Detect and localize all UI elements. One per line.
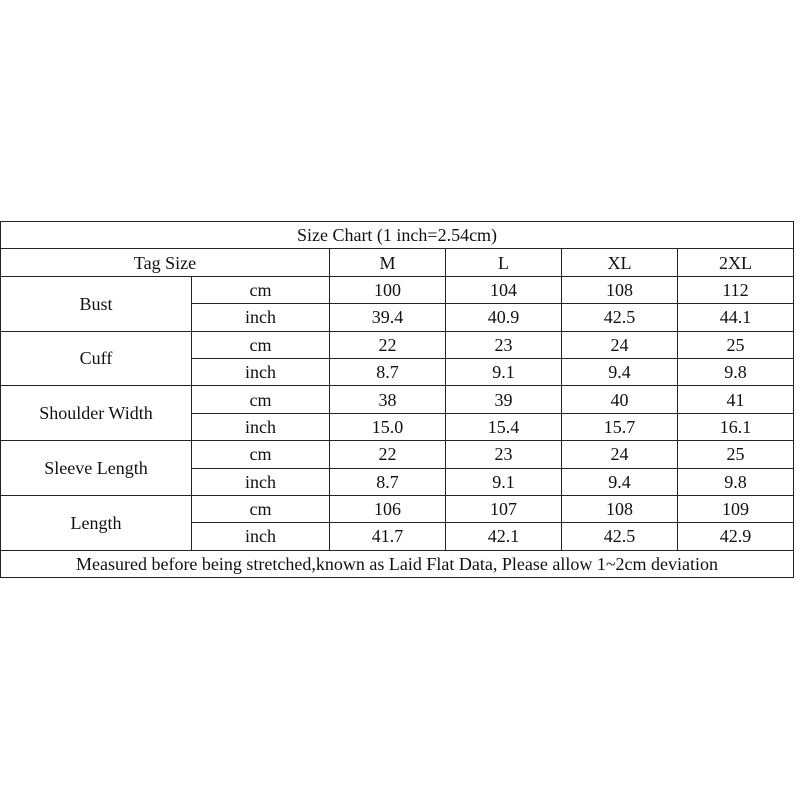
value-cell: 23 (446, 331, 562, 358)
footnote: Measured before being stretched,known as Laid Flat Data, Please allow 1~2cm deviation (1, 550, 794, 577)
value-cell: 25 (678, 441, 794, 468)
size-chart-table (0, 221, 794, 578)
value-cell: 38 (330, 386, 446, 413)
measure-name-sleeve-length: Sleeve Length (1, 441, 192, 496)
value-cell: 25 (678, 331, 794, 358)
unit-cell: cm (192, 276, 330, 303)
table-row (1, 386, 794, 413)
value-cell: 8.7 (330, 468, 446, 495)
value-cell: 9.4 (562, 468, 678, 495)
value-cell: 108 (562, 276, 678, 303)
value-cell: 39 (446, 386, 562, 413)
value-cell: 41.7 (330, 523, 446, 550)
title-row (1, 222, 794, 249)
size-header-l: L (446, 249, 562, 276)
value-cell: 42.9 (678, 523, 794, 550)
size-header-xl: XL (562, 249, 678, 276)
measure-name-cuff: Cuff (1, 331, 192, 386)
table-row (1, 331, 794, 358)
value-cell: 23 (446, 441, 562, 468)
unit-cell: cm (192, 331, 330, 358)
size-header-2xl: 2XL (678, 249, 794, 276)
value-cell: 42.1 (446, 523, 562, 550)
value-cell: 15.0 (330, 413, 446, 440)
value-cell: 16.1 (678, 413, 794, 440)
table-row (1, 495, 794, 522)
measure-name-shoulder-width: Shoulder Width (1, 386, 192, 441)
header-row (1, 249, 794, 276)
value-cell: 9.1 (446, 468, 562, 495)
value-cell: 9.4 (562, 358, 678, 385)
value-cell: 22 (330, 331, 446, 358)
value-cell: 112 (678, 276, 794, 303)
footnote-row (1, 550, 794, 577)
value-cell: 15.4 (446, 413, 562, 440)
value-cell: 40 (562, 386, 678, 413)
unit-cell: cm (192, 495, 330, 522)
unit-cell: inch (192, 468, 330, 495)
unit-cell: cm (192, 386, 330, 413)
value-cell: 42.5 (562, 523, 678, 550)
value-cell: 107 (446, 495, 562, 522)
chart-title: Size Chart (1 inch=2.54cm) (1, 222, 794, 249)
measure-name-length: Length (1, 495, 192, 550)
unit-cell: inch (192, 413, 330, 440)
value-cell: 22 (330, 441, 446, 468)
value-cell: 108 (562, 495, 678, 522)
size-header-m: M (330, 249, 446, 276)
unit-cell: inch (192, 358, 330, 385)
unit-cell: inch (192, 523, 330, 550)
value-cell: 24 (562, 441, 678, 468)
value-cell: 100 (330, 276, 446, 303)
tag-size-header: Tag Size (1, 249, 330, 276)
value-cell: 8.7 (330, 358, 446, 385)
value-cell: 41 (678, 386, 794, 413)
value-cell: 9.8 (678, 468, 794, 495)
value-cell: 42.5 (562, 304, 678, 331)
unit-cell: cm (192, 441, 330, 468)
value-cell: 9.8 (678, 358, 794, 385)
measure-name-bust: Bust (1, 276, 192, 331)
value-cell: 109 (678, 495, 794, 522)
value-cell: 24 (562, 331, 678, 358)
unit-cell: inch (192, 304, 330, 331)
value-cell: 106 (330, 495, 446, 522)
table-row (1, 276, 794, 303)
value-cell: 39.4 (330, 304, 446, 331)
value-cell: 40.9 (446, 304, 562, 331)
value-cell: 104 (446, 276, 562, 303)
value-cell: 15.7 (562, 413, 678, 440)
value-cell: 44.1 (678, 304, 794, 331)
table-row (1, 441, 794, 468)
value-cell: 9.1 (446, 358, 562, 385)
